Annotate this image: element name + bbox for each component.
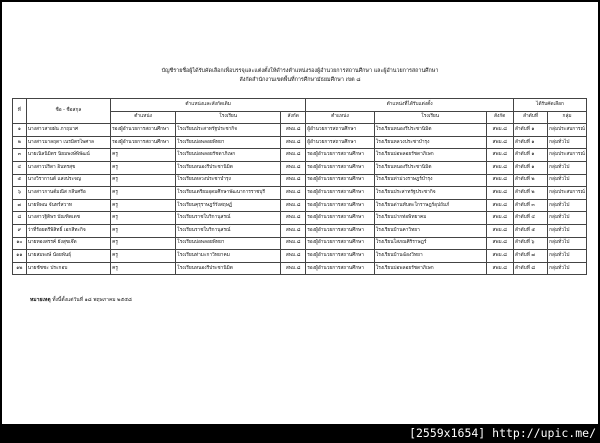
cell-new-affiliation: สพม.๘ [486, 124, 513, 137]
cell-group: กลุ่มทั่วไป [548, 224, 587, 237]
cell-name: นางสาวสายฝน ภาฤมาศ [26, 124, 110, 137]
cell-name: นางวิรากานต์ แสงประจญ [26, 174, 110, 187]
cell-new-school: โรงเรียนหนองรีประชานิมิต [374, 124, 486, 137]
header-rank: ลำดับที่ [513, 111, 547, 124]
cell-orig-school: โรงเรียนคุรุราษฎร์รังสฤษฏ์ [176, 199, 281, 212]
cell-new-school: โรงเรียนปากท่อพิทยาคม [374, 212, 486, 225]
header-new-school: โรงเรียน [374, 111, 486, 124]
cell-group: กลุ่มประสบการณ์ [548, 149, 587, 162]
cell-new-position: รองผู้อำนวยการสถานศึกษา [306, 262, 374, 275]
cell-rank: ลำดับที่ ๔ [513, 212, 547, 225]
cell-group: กลุ่มประสบการณ์ [548, 124, 587, 137]
cell-new-affiliation: สพม.๘ [486, 149, 513, 162]
cell-group: กลุ่มทั่วไป [548, 212, 587, 225]
table-row [13, 250, 587, 263]
cell-no: ๘ [13, 212, 27, 225]
cell-orig-position: ครู [111, 212, 176, 225]
cell-new-school: โรงเรียนท่าม่วงราษฎร์บำรุง [374, 174, 486, 187]
cell-no: ๔ [13, 161, 27, 174]
cell-rank: ลำดับที่ ๒ [513, 187, 547, 200]
footnote [30, 296, 132, 304]
cell-new-school: โรงเรียนบ่อพลอยรัชดาภิเษก [374, 149, 486, 162]
cell-group: กลุ่มทั่วไป [548, 161, 587, 174]
cell-group: กลุ่มทั่วไป [548, 237, 587, 250]
cell-new-position: รองผู้อำนวยการสถานศึกษา [306, 187, 374, 200]
footnote-text: ทั้งนี้ตั้งแต่วันที่ ๑๘ พฤษภาคม ๒๕๕๘ [52, 297, 132, 303]
cell-orig-position: ครู [111, 199, 176, 212]
table-row [13, 174, 587, 187]
cell-name: นางสาวมาลฤดา เนรมิตรไพศาล [26, 136, 110, 149]
cell-new-affiliation: สพม.๘ [486, 187, 513, 200]
cell-orig-affiliation: สพม.๘ [281, 224, 306, 237]
header-new-affiliation: สังกัด [486, 111, 513, 124]
cell-orig-position: รองผู้อำนวยการสถานศึกษา [111, 124, 176, 137]
cell-no: ๙ [13, 224, 27, 237]
cell-rank: ลำดับที่ ๕ [513, 224, 547, 237]
cell-rank: ลำดับที่ ๖ [513, 237, 547, 250]
cell-orig-affiliation: สพม.๘ [281, 161, 306, 174]
cell-group: กลุ่มทั่วไป [548, 250, 587, 263]
cell-group: กลุ่มทั่วไป [548, 199, 587, 212]
cell-name: นายสมพงษ์ น้อยพันธุ์ [26, 250, 110, 263]
cell-orig-affiliation: สพม.๘ [281, 237, 306, 250]
cell-orig-school: โรงเรียนราชโบริกานุสรณ์ [176, 212, 281, 225]
cell-orig-position: ครู [111, 224, 176, 237]
cell-new-school: โรงเรียนบ้านคาวิทยา [374, 224, 486, 237]
cell-new-affiliation: สพม.๘ [486, 136, 513, 149]
table-row [13, 187, 587, 200]
cell-no: ๗ [13, 199, 27, 212]
cell-new-affiliation: สพม.๘ [486, 174, 513, 187]
cell-name: นายเนิลนิมิตร นิยมพงษ์พิพัฒน์ [26, 149, 110, 162]
cell-no: ๑๑ [13, 250, 27, 263]
header-orig-position: ตำแหน่ง [111, 111, 176, 124]
cell-new-affiliation: สพม.๘ [486, 161, 513, 174]
cell-new-school: โรงเรียนบ้านฆ้องวิทยา [374, 250, 486, 263]
cell-orig-school: โรงเรียนหลวงประชาบำรุง [176, 174, 281, 187]
cell-orig-position: รองผู้อำนวยการสถานศึกษา [111, 136, 176, 149]
cell-new-position: รองผู้อำนวยการสถานศึกษา [306, 174, 374, 187]
document-title: บัญชีรายชื่อผู้ได้รับคัดเลือกเพื่อบรรจุและแต่งตั้งให้ดำรงตำแหน่งรองผู้อำนวยการสถานศึกษา และผู้อำนวยการสถานศึกษา [161, 68, 439, 74]
cell-new-position: รองผู้อำนวยการสถานศึกษา [306, 199, 374, 212]
cell-rank: ลำดับที่ ๗ [513, 250, 547, 263]
cell-new-position: รองผู้อำนวยการสถานศึกษา [306, 224, 374, 237]
header-orig-school: โรงเรียน [176, 111, 281, 124]
cell-new-affiliation: สพม.๘ [486, 237, 513, 250]
header-new-position: ตำแหน่ง [306, 111, 374, 124]
cell-new-position: รองผู้อำนวยการสถานศึกษา [306, 161, 374, 174]
cell-group: กลุ่มทั่วไป [548, 174, 587, 187]
cell-orig-affiliation: สพม.๘ [281, 124, 306, 137]
appointee-table [12, 98, 587, 275]
cell-orig-position: ครู [111, 187, 176, 200]
cell-group: กลุ่มทั่วไป [548, 136, 587, 149]
cell-no: ๒ [13, 136, 27, 149]
cell-orig-position: ครู [111, 161, 176, 174]
table-row [13, 161, 587, 174]
table-row [13, 149, 587, 162]
cell-new-position: รองผู้อำนวยการสถานศึกษา [306, 237, 374, 250]
cell-orig-school: โรงเรียนหนองรีประชานิมิต [176, 161, 281, 174]
cell-rank: ลำดับที่ ๒ [513, 174, 547, 187]
table-row [13, 237, 587, 250]
cell-new-school: โรงเรียนบ่อพลอยรัชดาภิเษก [374, 262, 486, 275]
cell-orig-school: โรงเรียนหนองรีประชานิมิต [176, 262, 281, 275]
cell-new-position: ผู้อำนวยการสถานศึกษา [306, 136, 374, 149]
cell-orig-position: ครู [111, 149, 176, 162]
cell-name: นายพิพณ จันทร์สวาท [26, 199, 110, 212]
cell-orig-school: โรงเรียนประสาทรัฐประชากิจ [176, 124, 281, 137]
cell-orig-position: ครู [111, 174, 176, 187]
cell-no: ๓ [13, 149, 27, 162]
cell-new-school: โรงเรียนหนองรีประชานิมิต [374, 161, 486, 174]
cell-orig-affiliation: สพม.๘ [281, 212, 306, 225]
cell-orig-affiliation: สพม.๘ [281, 149, 306, 162]
header-name: ชื่อ - ชื่อสกุล [26, 99, 110, 124]
cell-orig-school: โรงเรียนบ่อพลอยรัชดาภิเษก [176, 149, 281, 162]
document-subtitle: สังกัดสำนักงานเขตพื้นที่การศึกษามัธยมศึกษา เขต ๘ [239, 77, 361, 83]
cell-orig-affiliation: สพม.๘ [281, 187, 306, 200]
watermark: [2559x1654] http://upic.me/ [409, 426, 596, 440]
cell-rank: ลำดับที่ ๘ [513, 262, 547, 275]
table-row [13, 224, 587, 237]
cell-rank: ลำดับที่ ๑ [513, 161, 547, 174]
cell-new-affiliation: สพม.๘ [486, 212, 513, 225]
cell-new-position: รองผู้อำนวยการสถานศึกษา [306, 212, 374, 225]
cell-orig-school: โรงเรียนเตรียมอุดมศึกษาพัฒนาการราชบุรี [176, 187, 281, 200]
cell-name: ว่าที่ร้อยตรีพิสิทธิ์ เอกสีทะกิจ [26, 224, 110, 237]
cell-name: นายทองสรรค์ ยังสุขเจ๊ด [26, 237, 110, 250]
cell-name: นางสาวกานต์มณีส กลีบศรีอ [26, 187, 110, 200]
header-orig-affiliation: สังกัด [281, 111, 306, 124]
cell-new-affiliation: สพม.๘ [486, 224, 513, 237]
cell-rank: ลำดับที่ ๑ [513, 124, 547, 137]
cell-new-affiliation: สพม.๘ [486, 250, 513, 263]
cell-new-position: รองผู้อำนวยการสถานศึกษา [306, 250, 374, 263]
cell-orig-school: โรงเรียนท่ามะกาวิทยาคม [176, 250, 281, 263]
cell-rank: ลำดับที่ ๓ [513, 199, 547, 212]
cell-orig-affiliation: สพม.๘ [281, 250, 306, 263]
table-row [13, 262, 587, 275]
cell-orig-affiliation: สพม.๘ [281, 199, 306, 212]
table-row [13, 124, 587, 137]
cell-new-affiliation: สพม.๘ [486, 262, 513, 275]
table-body [13, 124, 587, 275]
header-original-group: ตำแหน่งและสังกัดเดิม [111, 99, 306, 112]
header-group: กลุ่ม [548, 111, 587, 124]
cell-orig-affiliation: สพม.๘ [281, 262, 306, 275]
cell-orig-position: ครู [111, 237, 176, 250]
cell-no: ๖ [13, 187, 27, 200]
cell-name: นายชัชชะ ประกอบ [26, 262, 110, 275]
cell-orig-affiliation: สพม.๘ [281, 174, 306, 187]
cell-orig-position: ครู [111, 262, 176, 275]
cell-name: นางสาวฐิติพร บัณฑิตเดช [26, 212, 110, 225]
cell-new-position: ผู้อำนวยการสถานศึกษา [306, 124, 374, 137]
cell-new-school: โรงเรียนหลวงประชาบำรุง [374, 136, 486, 149]
table-row [13, 199, 587, 212]
cell-rank: ลำดับที่ ๑ [513, 149, 547, 162]
header-result-group: ได้รับคัดเลือก [513, 99, 586, 112]
header-new-group: ตำแหน่งที่ได้รับแต่งตั้ง [306, 99, 514, 112]
cell-orig-affiliation: สพม.๘ [281, 136, 306, 149]
cell-no: ๑๐ [13, 237, 27, 250]
table-row [13, 212, 587, 225]
cell-no: ๑๒ [13, 262, 27, 275]
cell-orig-position: ครู [111, 250, 176, 263]
header-no: ที่ [13, 99, 27, 124]
cell-group: กลุ่มทั่วไป [548, 262, 587, 275]
cell-new-school: โรงเรียนโสภณศิริราษฎร์ [374, 237, 486, 250]
cell-group: กลุ่มประสบการณ์ [548, 187, 587, 200]
cell-new-school: โรงเรียนประสาทรัฐประชากิจ [374, 187, 486, 200]
cell-orig-school: โรงเรียนบ่อพลอยพิทยา [176, 136, 281, 149]
document-page [2, 2, 598, 424]
cell-orig-school: โรงเรียนบ่อพลอยพิทยา [176, 237, 281, 250]
cell-name: นางสาวปริดา อินทรสุข [26, 161, 110, 174]
cell-new-position: รองผู้อำนวยการสถานศึกษา [306, 149, 374, 162]
cell-no: ๑ [13, 124, 27, 137]
cell-rank: ลำดับที่ ๑ [513, 136, 547, 149]
cell-orig-school: โรงเรียนราชโบริกานุสรณ์ [176, 224, 281, 237]
footnote-label: หมายเหตุ [30, 297, 51, 303]
cell-no: ๕ [13, 174, 27, 187]
cell-new-school: โรงเรียนด่านทับตะโกราษฎร์อุปถัมภ์ [374, 199, 486, 212]
cell-new-affiliation: สพม.๘ [486, 199, 513, 212]
table-row [13, 136, 587, 149]
